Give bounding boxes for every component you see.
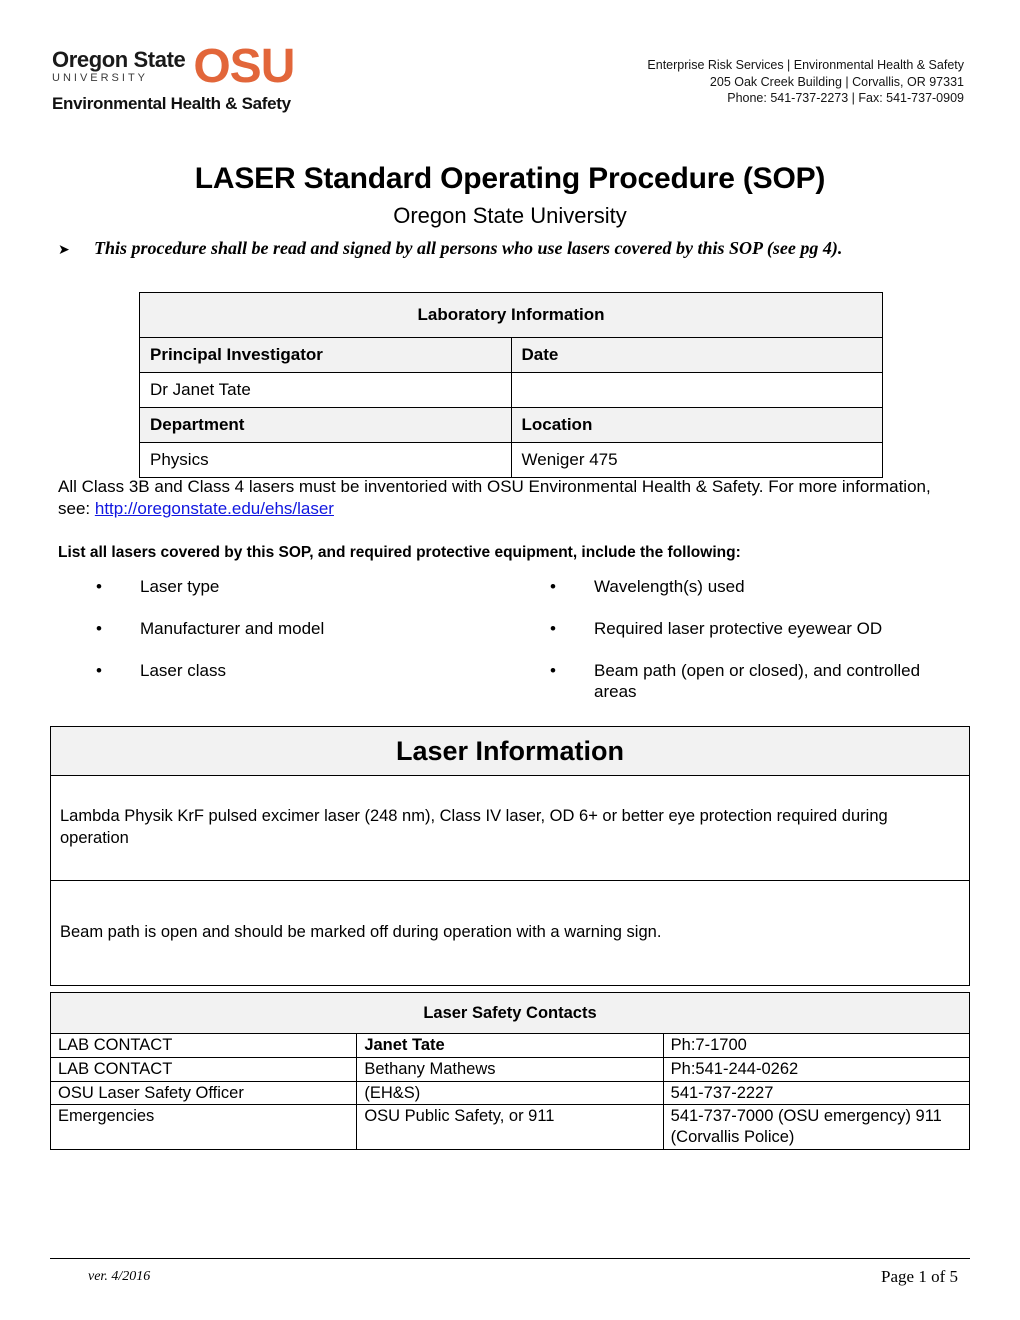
table-row — [51, 1105, 970, 1150]
contact-phone: Ph:541-244-0262 — [663, 1057, 969, 1081]
list-item-label: Beam path (open or closed), and controlled areas — [594, 660, 921, 702]
value-department[interactable]: Physics — [140, 443, 512, 478]
contact-role: OSU Laser Safety Officer — [51, 1081, 357, 1105]
contact-line-1: Enterprise Risk Services | Environmental Health & Safety — [647, 58, 964, 72]
bullet-dot-icon: • — [96, 577, 102, 596]
logo-text-group — [52, 46, 186, 88]
contact-name: Janet Tate — [357, 1034, 663, 1058]
notice-text: This procedure shall be read and signed by all persons who use lasers covered by this SOP (see pg 4). — [94, 238, 843, 258]
logo-osu-mark: OSU — [193, 40, 295, 93]
logo-university-text: UNIVERSITY — [52, 72, 149, 85]
laser-information-table — [50, 726, 970, 986]
header-contact-info — [647, 57, 964, 107]
laboratory-information-title: Laboratory Information — [140, 293, 883, 338]
contact-line-2: 205 Oak Creek Building | Corvallis, OR 97331 — [709, 74, 964, 89]
value-date[interactable] — [511, 373, 883, 408]
header-date: Date — [511, 338, 883, 373]
laser-description-entry-2[interactable]: Beam path is open and should be marked off during operation with a warning sign. — [51, 881, 970, 986]
list-item — [518, 576, 938, 598]
contact-phone: 541-737-2227 — [663, 1081, 969, 1105]
page-subtitle: Oregon State University — [393, 203, 627, 228]
list-item — [58, 660, 518, 682]
value-location[interactable]: Weniger 475 — [511, 443, 883, 478]
logo-wordmark-row — [52, 40, 312, 93]
contact-role: LAB CONTACT — [51, 1057, 357, 1081]
table-row — [140, 373, 883, 408]
bullet-dot-icon: • — [550, 577, 556, 596]
page-footer — [0, 1258, 1020, 1298]
list-item — [58, 618, 518, 640]
ehs-laser-link[interactable]: http://oregonstate.edu/ehs/laser — [94, 499, 334, 519]
bullet-column-right — [518, 576, 938, 723]
inventory-text: All Class 3B and Class 4 lasers must be inventoried with OSU Environmental Health & Safety. For more information, see: — [58, 477, 931, 519]
header-department: Department — [140, 408, 512, 443]
footer-page-number: Page 1 of 5 — [881, 1267, 958, 1286]
inventory-paragraph — [58, 476, 963, 521]
contact-line-3: Phone: 541-737-2273 | Fax: 541-737-0909 — [727, 91, 964, 106]
list-item — [518, 660, 938, 704]
bullet-dot-icon: • — [96, 618, 102, 638]
list-item — [518, 618, 938, 640]
list-item-label: Manufacturer and model — [140, 618, 325, 638]
laser-safety-contacts-title: Laser Safety Contacts — [51, 993, 970, 1034]
header-location: Location — [511, 408, 883, 443]
contact-role: LAB CONTACT — [51, 1034, 357, 1058]
bullet-dot-icon: • — [550, 660, 556, 680]
header-principal-investigator: Principal Investigator — [140, 338, 512, 373]
logo-unit-text: Environmental Health & Safety — [52, 94, 291, 114]
contact-phone: 541-737-7000 (OSU emergency) 911 (Corvallis Police) — [663, 1105, 969, 1150]
contact-name: Bethany Mathews — [357, 1057, 663, 1081]
value-principal-investigator[interactable]: Dr Janet Tate — [140, 373, 512, 408]
table-row — [140, 443, 883, 478]
page-header — [0, 42, 1020, 132]
contact-role: Emergencies — [51, 1105, 357, 1150]
table-row — [51, 727, 970, 776]
list-item-label: Laser type — [140, 577, 220, 596]
laboratory-information-table — [139, 292, 883, 478]
list-item-label: Required laser protective eyewear OD — [594, 618, 883, 638]
bullet-dot-icon: • — [550, 618, 556, 638]
table-row — [51, 993, 970, 1034]
laser-information-title: Laser Information — [51, 727, 970, 776]
table-row — [51, 881, 970, 986]
bullet-column-left — [58, 576, 518, 723]
table-row — [51, 776, 970, 881]
footer-version: ver. 4/2016 — [88, 1269, 151, 1284]
requirements-bullet-columns — [58, 576, 978, 723]
table-row — [140, 338, 883, 373]
osu-ehs-logo — [52, 40, 312, 114]
contact-name: OSU Public Safety, or 911 — [357, 1105, 663, 1150]
list-item-label: Wavelength(s) used — [594, 577, 745, 596]
table-row — [140, 408, 883, 443]
list-intro-text: List all lasers covered by this SOP, and required protective equipment, include the following: — [58, 544, 741, 561]
laser-description-entry-1[interactable]: Lambda Physik KrF pulsed excimer laser (248 nm), Class IV laser, OD 6+ or better eye protection required during operation — [51, 776, 970, 881]
list-item — [58, 576, 518, 598]
contact-name: (EH&S) — [357, 1081, 663, 1105]
page-title: LASER Standard Operating Procedure (SOP) — [194, 162, 826, 195]
bullet-dot-icon: • — [96, 660, 102, 680]
logo-oregon-state-text: Oregon State — [52, 46, 186, 72]
table-row — [51, 1034, 970, 1058]
contact-phone: Ph:7-1700 — [663, 1034, 969, 1058]
list-item-label: Laser class — [140, 660, 226, 680]
table-row — [51, 1057, 970, 1081]
laser-safety-contacts-table — [50, 992, 970, 1150]
table-row — [51, 1081, 970, 1105]
footer-divider — [50, 1258, 970, 1259]
table-row — [140, 293, 883, 338]
notice-statement — [58, 238, 978, 259]
arrow-bullet-icon: ➤ — [58, 242, 70, 258]
